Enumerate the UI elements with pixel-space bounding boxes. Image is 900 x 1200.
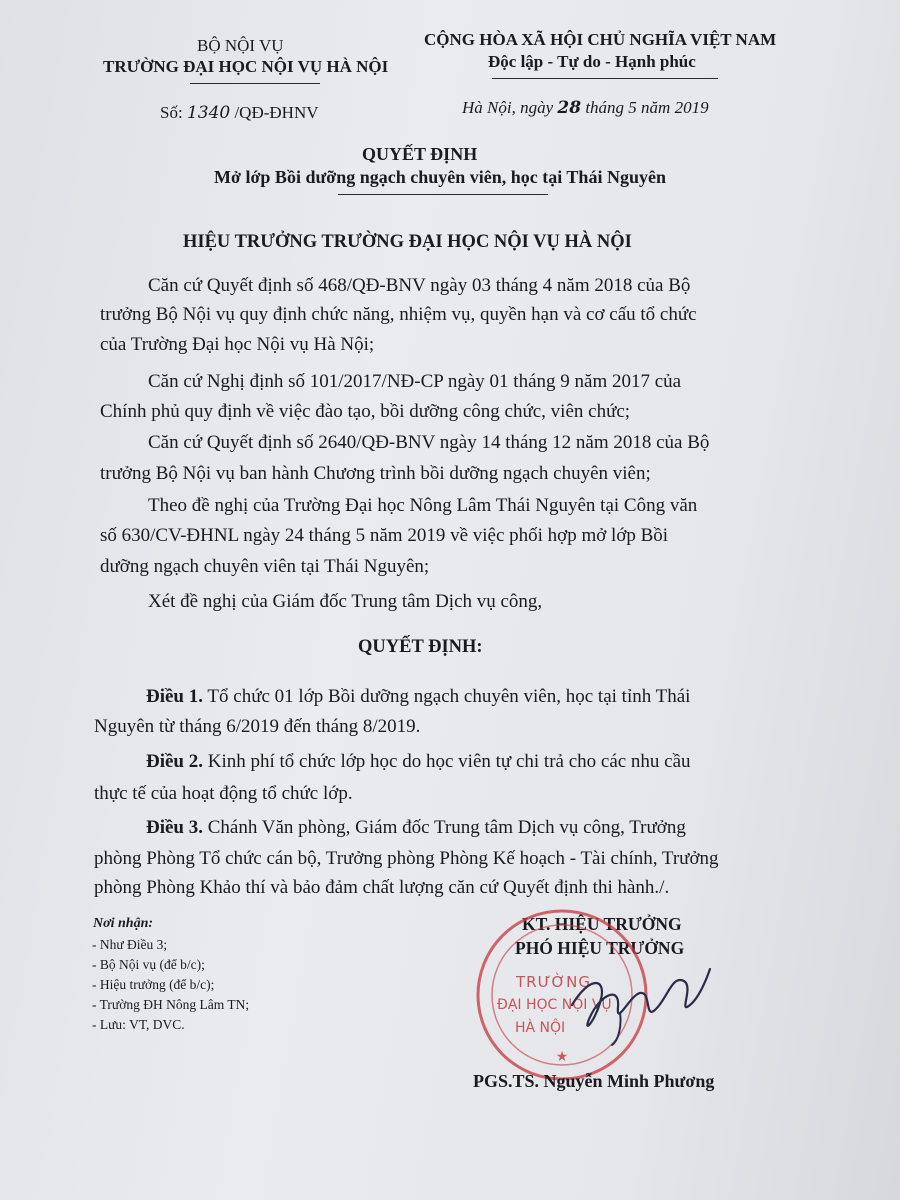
article-3 <box>146 817 686 839</box>
number-prefix: Số: <box>160 103 183 122</box>
preamble-line: của Trường Đại học Nội vụ Hà Nội; <box>100 334 375 355</box>
subject-underline <box>338 194 548 195</box>
number-value: 1340 <box>186 103 231 123</box>
agency-parent: BỘ NỘI VỤ <box>197 36 284 55</box>
preamble-line: Chính phủ quy định về việc đào tạo, bồi dưỡng công chức, viên chức; <box>100 401 631 422</box>
article-label: Điều 2. <box>146 751 203 772</box>
stamp-line-2: ĐẠI HỌC NỘI VỤ <box>497 997 612 1013</box>
preamble-line: Xét đề nghị của Giám đốc Trung tâm Dịch vụ công, <box>148 591 543 612</box>
date-day: 28 <box>557 98 582 118</box>
article-text: Kinh phí tổ chức lớp học do học viên tự chi trả cho các nhu cầu <box>203 751 691 772</box>
recipient-item: - Bộ Nội vụ (để b/c); <box>92 957 205 972</box>
article-text: Chánh Văn phòng, Giám đốc Trung tâm Dịch vụ công, Trưởng <box>203 817 686 838</box>
svg-text:★: ★ <box>555 1049 569 1065</box>
recipients-title: Nơi nhận: <box>93 916 154 931</box>
stamp-line-1: TRƯỜNG <box>516 973 591 991</box>
article-label: Điều 3. <box>146 817 203 838</box>
preamble-line: trưởng Bộ Nội vụ quy định chức năng, nhiệm vụ, quyền hạn và cơ cấu tổ chức <box>100 304 697 325</box>
issuing-authority: HIỆU TRƯỞNG TRƯỜNG ĐẠI HỌC NỘI VỤ HÀ NỘI <box>183 232 632 252</box>
article-text: thực tế của hoạt động tổ chức lớp. <box>94 783 353 804</box>
article-2 <box>146 751 691 773</box>
article-1 <box>146 686 690 708</box>
document-subject: Mở lớp Bồi dưỡng ngạch chuyên viên, học tại Thái Nguyên <box>214 167 666 187</box>
article-text: Tổ chức 01 lớp Bồi dưỡng ngạch chuyên viên, học tại tỉnh Thái <box>203 686 691 707</box>
recipient-item: - Như Điều 3; <box>92 937 168 952</box>
signature-role-2: PHÓ HIỆU TRƯỞNG <box>515 938 685 958</box>
motto-underline <box>492 78 718 79</box>
recipient-item: - Trường ĐH Nông Lâm TN; <box>92 997 250 1012</box>
recipient-item: - Hiệu trưởng (để b/c); <box>92 977 215 992</box>
preamble-line: Căn cứ Quyết định số 468/QĐ-BNV ngày 03 tháng 4 năm 2018 của Bộ <box>148 275 691 296</box>
handwritten-signature <box>560 955 720 1050</box>
document-title: QUYẾT ĐỊNH <box>362 144 478 164</box>
document-date <box>462 98 709 118</box>
article-text: phòng Phòng Khảo thí và bảo đảm chất lượng căn cứ Quyết định thi hành./. <box>94 877 670 898</box>
preamble-line: Theo đề nghị của Trường Đại học Nông Lâm Thái Nguyên tại Công văn <box>148 495 698 516</box>
signer-name: PGS.TS. Nguyễn Minh Phương <box>473 1071 715 1091</box>
signature-role-1: KT. HIỆU TRƯỞNG <box>522 914 682 934</box>
nation-name: CỘNG HÒA XÃ HỘI CHỦ NGHĨA VIỆT NAM <box>424 30 777 49</box>
article-label: Điều 1. <box>146 686 203 707</box>
preamble-line: trưởng Bộ Nội vụ ban hành Chương trình bồi dưỡng ngạch chuyên viên; <box>100 463 651 484</box>
preamble-line: dưỡng ngạch chuyên viên tại Thái Nguyên; <box>100 556 430 577</box>
decision-heading: QUYẾT ĐỊNH: <box>358 637 483 657</box>
preamble-line: Căn cứ Nghị định số 101/2017/NĐ-CP ngày 01 tháng 9 năm 2017 của <box>148 371 682 392</box>
article-text: Nguyên từ tháng 6/2019 đến tháng 8/2019. <box>94 716 421 737</box>
document-number <box>160 103 319 123</box>
date-prefix: Hà Nội, ngày <box>462 98 554 117</box>
article-text: phòng Phòng Tổ chức cán bộ, Trưởng phòng Phòng Kế hoạch - Tài chính, Trưởng <box>94 848 719 869</box>
preamble-line: số 630/CV-ĐHNL ngày 24 tháng 5 năm 2019 về việc phối hợp mở lớp Bồi <box>100 525 669 546</box>
stamp-line-3: HÀ NỘI <box>515 1020 566 1036</box>
agency-name: TRƯỜNG ĐẠI HỌC NỘI VỤ HÀ NỘI <box>103 57 389 76</box>
recipient-item: - Lưu: VT, DVC. <box>92 1017 185 1032</box>
national-motto: Độc lập - Tự do - Hạnh phúc <box>488 52 696 71</box>
number-suffix: /QĐ-ĐHNV <box>234 103 319 122</box>
date-suffix: tháng 5 năm 2019 <box>585 98 709 117</box>
preamble-line: Căn cứ Quyết định số 2640/QĐ-BNV ngày 14 tháng 12 năm 2018 của Bộ <box>148 432 710 453</box>
agency-underline <box>190 83 320 84</box>
